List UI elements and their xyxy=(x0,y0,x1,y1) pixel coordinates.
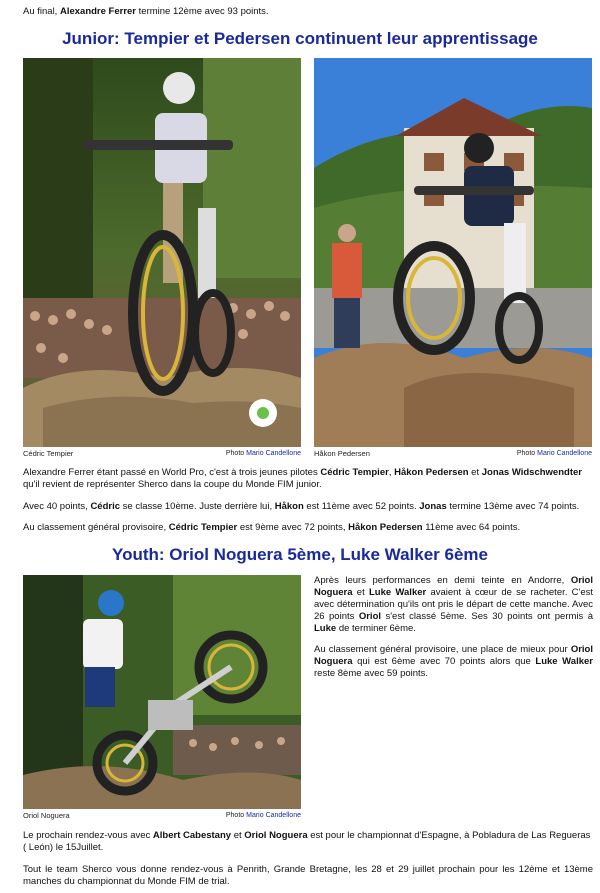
closing-paragraph-2: Tout le team Sherco vous donne rendez-vous à Penrith, Grande Bretagne, les 28 et 29 juillet prochain pour les 12ème et 13ème manches du championnat du Monde FIM de trial. xyxy=(23,864,593,887)
photo-hakon-pedersen xyxy=(314,58,592,447)
junior-paragraph-1: Alexandre Ferrer étant passé en World Pro, c'est à trois jeunes pilotes Cédric Tempier, Håkon Pedersen et Jonas Widschwendter qu'il revient de représenter Sherco dans la coupe du Monde FIM junior. xyxy=(23,467,582,490)
rider-name: Oriol Noguera xyxy=(314,644,593,667)
photo-credit: Photo Mario Candellone xyxy=(516,450,592,457)
youth-headline: Youth: Oriol Noguera 5ème, Luke Walker 6ème xyxy=(112,545,488,564)
rider-name: Cédric Tempier xyxy=(168,522,238,533)
rider-name: Oriol xyxy=(358,611,382,622)
rider-name: Luke xyxy=(314,623,337,634)
rider-name: Cédric xyxy=(90,501,121,512)
rider-name: Alexandre Ferrer xyxy=(59,6,137,17)
rider-name: Jonas Widschwendter xyxy=(481,467,582,478)
rider-name: Håkon Pedersen xyxy=(348,522,423,533)
rider-name: Håkon Pedersen xyxy=(394,467,469,478)
photo-credit: Photo Mario Candellone xyxy=(225,812,301,819)
rider-name: Oriol Noguera xyxy=(314,575,593,598)
photo-caption: Cédric Tempier xyxy=(23,449,74,458)
photo-credit: Photo Mario Candellone xyxy=(225,450,301,457)
youth-paragraph-2: Au classement général provisoire, une place de mieux pour Oriol Noguera qui est 6ème avec 70 points alors que Luke Walker reste 8ème avec 59 points. xyxy=(314,644,593,679)
closing-paragraph-1: Le prochain rendez-vous avec Albert Cabestany et Oriol Noguera est pour le championnat d'Espagne, à Pobladura de Las Regueras ( León) le 15Juillet. xyxy=(23,830,591,853)
rider-name: Håkon xyxy=(274,501,304,512)
photo-oriol-noguera xyxy=(23,575,301,809)
youth-paragraph-1: Après leurs performances en demi teinte en Andorre, Oriol Noguera et Luke Walker avaient à cœur de se racheter. C'est avec détermination qu'ils ont pris le départ de cette manche. Avec 26 points Oriol s'est classé 5ème. Ses 30 points ont permis à Luke de terminer 6ème. xyxy=(314,575,593,634)
junior-headline: Junior: Tempier et Pedersen continuent leur apprentissage xyxy=(62,29,538,48)
photo-cedric-tempier xyxy=(23,58,301,447)
intro-text: Au final, Alexandre Ferrer termine 12ème avec 93 points. xyxy=(23,6,269,17)
rider-name: Luke Walker xyxy=(368,587,427,598)
rider-name: Jonas xyxy=(419,501,447,512)
junior-paragraph-2: Avec 40 points, Cédric se classe 10ème. Juste derrière lui, Håkon est 11ème avec 52 points. Jonas termine 13ème avec 74 points. xyxy=(23,501,580,512)
junior-paragraph-3: Au classement général provisoire, Cédric Tempier est 9ème avec 72 points, Håkon Pedersen 11ème avec 64 points. xyxy=(23,522,521,533)
photo-caption: Håkon Pedersen xyxy=(314,449,370,458)
rider-name: Oriol Noguera xyxy=(244,830,308,841)
rider-name: Cédric Tempier xyxy=(320,467,389,478)
photo-caption: Oriol Noguera xyxy=(23,811,70,820)
rider-name: Luke Walker xyxy=(535,656,593,667)
rider-name: Albert Cabestany xyxy=(152,830,232,841)
